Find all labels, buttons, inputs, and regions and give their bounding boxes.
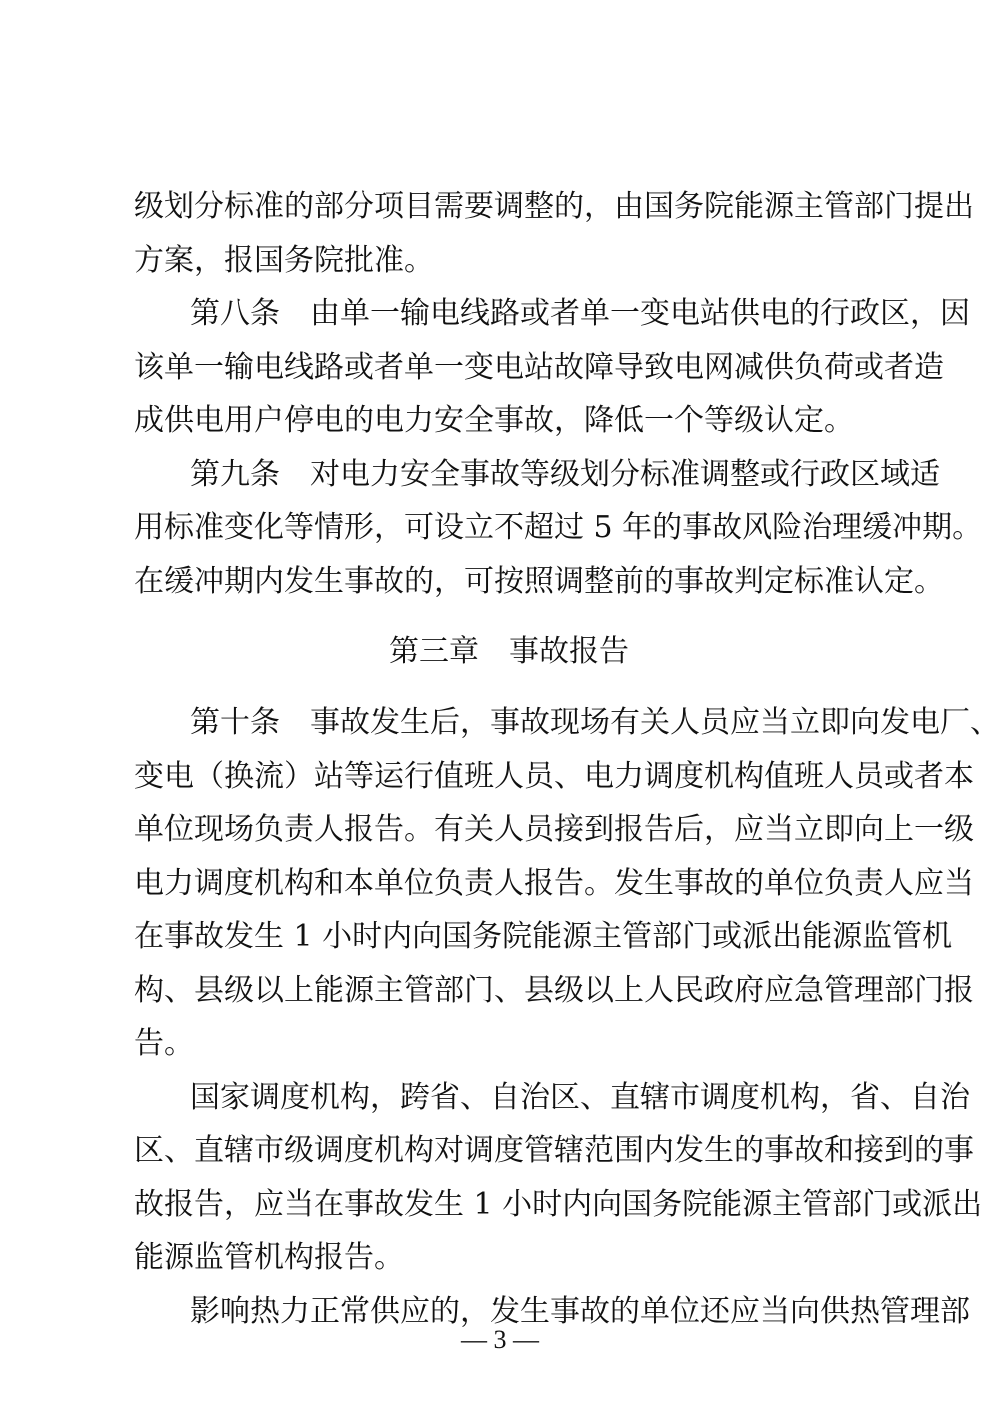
text-line: 在事故发生 1 小时内向国务院能源主管部门或派出能源监管机 [134, 919, 953, 954]
article-text: 对电力安全事故等级划分标准调整或行政区域适 [310, 456, 940, 492]
paragraph-continuation [134, 180, 974, 287]
article-number: 第十条 [190, 705, 280, 740]
chapter-title: 事故报告 [509, 634, 629, 669]
article-10 [134, 696, 1000, 1071]
article-8 [134, 287, 970, 448]
article-text: 事故发生后，事故现场有关人员应当立即向发电厂、 [310, 705, 1000, 740]
article-text: 由单一输电线路或者单一变电站供电的行政区，因 [310, 296, 970, 331]
article-9 [134, 448, 983, 609]
article-number: 第九条 [190, 456, 280, 492]
article-number: 第八条 [190, 296, 280, 331]
text-line: 国家调度机构，跨省、自治区、直辖市调度机构，省、自治 [190, 1079, 970, 1115]
text-line: 能源监管机构报告。 [134, 1240, 404, 1275]
text-line [134, 696, 1000, 750]
text-line: 在缓冲期内发生事故的，可按照调整前的事故判定标准认定。 [134, 563, 944, 599]
text-line: 告。 [134, 1026, 194, 1061]
text-line: 级划分标准的部分项目需要调整的，由国务院能源主管部门提出 [134, 189, 974, 224]
text-line [134, 448, 940, 502]
text-line: 变电（换流）站等运行值班人员、电力调度机构值班人员或者本 [134, 758, 974, 794]
document-body [134, 180, 1000, 1338]
text-line: 电力调度机构和本单位负责人报告。发生事故的单位负责人应当 [134, 865, 974, 901]
text-line [134, 287, 970, 341]
text-line: 用标准变化等情形，可设立不超过 5 年的事故风险治理缓冲期。 [134, 510, 983, 545]
text-line: 成供电用户停电的电力安全事故，降低一个等级认定。 [134, 403, 854, 438]
text-line: 区、直辖市级调度机构对调度管辖范围内发生的事故和接到的事 [134, 1133, 974, 1168]
text-line: 故报告，应当在事故发生 1 小时内向国务院能源主管部门或派出 [134, 1186, 983, 1222]
text-line: 方案，报国务院批准。 [134, 242, 434, 278]
paragraph-dispatch [134, 1071, 983, 1285]
text-line: 影响热力正常供应的，发生事故的单位还应当向供热管理部 [190, 1293, 970, 1329]
chapter-number: 第三章 [389, 634, 479, 669]
text-line: 该单一输电线路或者单一变电站故障导致电网减供负荷或者造 [134, 349, 944, 385]
page-number: — 3 — [461, 1325, 539, 1354]
chapter-heading [134, 620, 884, 684]
text-line: 构、县级以上能源主管部门、县级以上人民政府应急管理部门报 [134, 972, 974, 1008]
text-line: 单位现场负责人报告。有关人员接到报告后，应当立即向上一级 [134, 812, 974, 847]
